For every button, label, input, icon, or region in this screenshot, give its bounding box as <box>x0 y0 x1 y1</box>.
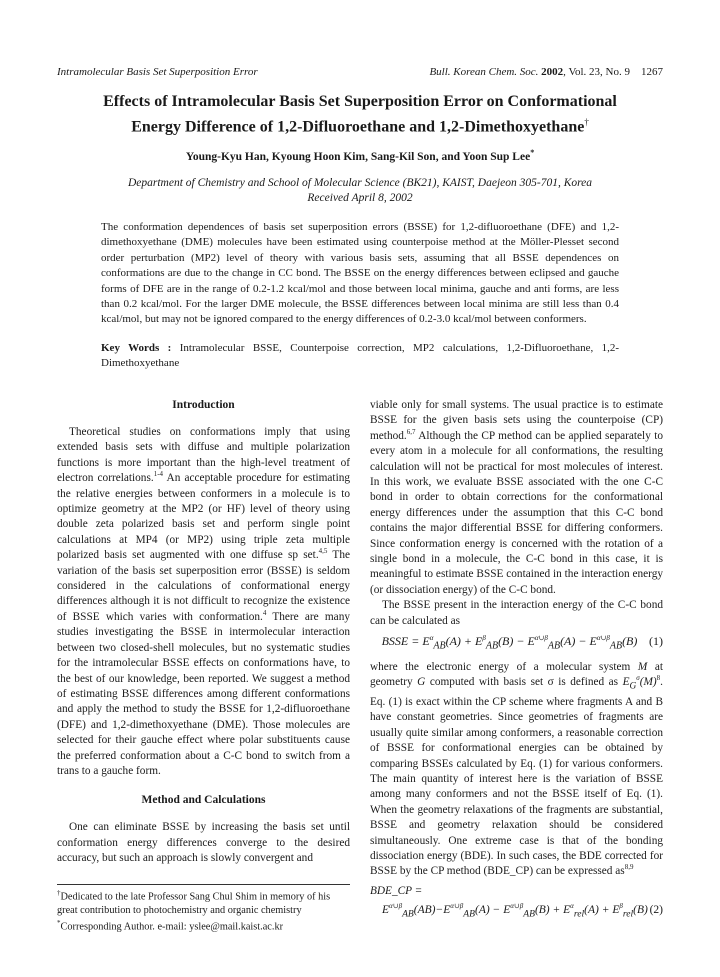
affiliation <box>40 176 680 206</box>
paper-title <box>40 92 680 137</box>
citation-ref: 4 <box>262 609 267 618</box>
citation-ref: 8 <box>656 674 661 683</box>
definition-paragraph: where the electronic energy of a molecular system M at geometry G computed with basis set σ is defined as $E_G^\sigma(M)^8$. Eq. (1) is exact within the CP scheme where fragments A and B have constant geometries. Since geometries of fragments are usually quite similar among conformers, a reasonable correction of BSSE for conformational energies can be obtained by comparing BSSEs calculated by Eq. (1) for various conformers. The main quantity of interest here is the variation of BSSE among many conformers and not the BSSE itself of Eq. (1). When the geometry relaxations of the fragments are substantial, BSSE and geometry relaxation should be considered simultaneously. One extreme case is that of the bonding dissociation energy (BDE). In such cases, the BDE corrected for BSSE by the CP method (BDE_CP) can be expressed as$^{8,9}$ <box>370 660 663 878</box>
footnote-mark: * <box>57 919 61 928</box>
footnotes <box>57 887 350 934</box>
footnote-dedication-text: Dedicated to the late Professor Sang Chul Shim in memory of his great contribution to photochemistry and organic chemistry <box>57 891 331 916</box>
page-number: 1267 <box>641 66 663 78</box>
citation-ref: 4,5 <box>318 547 328 556</box>
cp-paragraph <box>370 398 663 598</box>
title-line-2 <box>40 112 680 137</box>
footnote-dedication <box>57 887 350 917</box>
var-M: M <box>637 660 648 673</box>
heading-methods: Method and Calculations <box>141 794 266 807</box>
affiliation-dept: Department of Chemistry and School of Molecular Science (BK21), KAIST, Daejeon 305-701, Korea <box>127 177 593 189</box>
intro-text-b: An acceptable procedure for estimating the relative energies between conformers in a molecule is to optimize geometry at the MP2 (or HF) level of theory using double zeta polarized basis set and perform single point calculations at MP4 (or MP2) using triple zeta multiple polarized basis set augmented with one diffuse sp set. <box>57 472 351 562</box>
footnote-mark: † <box>57 889 61 897</box>
journal-name: Bull. Korean Chem. Soc. <box>429 66 539 78</box>
running-head-title: Intramolecular Basis Set Superposition Error <box>57 66 258 78</box>
running-head <box>57 66 663 78</box>
bsse-intro-paragraph: The BSSE present in the interaction energy of the C-C bond can be calculated as <box>370 599 663 627</box>
footnote-corresponding <box>57 917 350 934</box>
def-text-d: . Eq. (1) is exact within the CP scheme where fragments A and B have constant geometries. Since geometries of fragments are usually quite similar among conformers, a reasonable correction of BSSE for conformational energies can be obtained by comparing BSSEs calculated by Eq. (1) for various conformers. The main quantity of interest here is the variation of BSSE among many conformers and not the BSSE itself of Eq. (1). When the geometry relaxations of the fragments are substantial, BSSE and geometry relaxation should be considered simultaneously. One extreme case is that of the bonding dissociation energy (BDE). In such cases, the BDE corrected for BSSE by the CP method (BDE_CP) can be expressed as <box>370 676 663 878</box>
abstract: The conformation dependences of basis set superposition errors (BSSE) for 1,2-difluoroethane (DFE) and 1,2-dimethoxyethane (DME) molecules have been estimated using counterpoise method at the Möller-Plesset second order perturbation (MP2) level of theory with various basis sets, assuming that all BSSE dependences on conformations are due to the change in CC bond. The BSSE on the energy differences between eclipsed and gauche forms of DFE are in the range of 0.2-1.2 kcal/mol and those between local minima, gauche and anti forms, are less than 0.2 kcal/mol. For the larger DME molecule, the BSSE differences between local minima are still less than 0.4 kcal/mol, but may not be ignored compared to the energy differences of 0.2-3.0 kcal/mol between conformers. <box>101 221 619 326</box>
intro-text-a: Theoretical studies on conformations imply that using extended basis sets with diffuse and multiple polarization functions is more important than the high-level treatment of electron correlations. <box>57 426 350 485</box>
right-column <box>370 398 663 922</box>
cp-text-b: Although the CP method can be applied separately to every atom in a molecule for all conformations, the resulting calculation will not be practical for most molecules of interest. In this work, we evaluate BSSE associated with the one C-C bond in order to obtain corrections for the conformational energy differences under the assumption that this C-C bond contains the major differential BSSE for differing conformers. Since conformation energy is concerned with the rotation of a single bond in a molecule, the C-C bond in this case, it is meaningful to estimate BSSE contained in the interaction energy (or dissociation energy) of the C-C bond. <box>370 429 663 596</box>
citation-ref: 6,7 <box>406 428 416 437</box>
keywords <box>101 341 619 372</box>
equation-1-number: (1) <box>649 634 663 649</box>
running-head-citation <box>429 66 663 78</box>
received-date: Received April 8, 2002 <box>307 192 413 204</box>
journal-volume: , Vol. 23, No. 9 <box>563 66 630 78</box>
equation-1: BSSE = $E^\alpha_{AB}(A) + E^\beta_{AB}(B) - E^{\alpha\cup\beta}_{AB}(A) - E^{\alpha\cup\beta}_{AB}(B)$ (1) <box>381 634 663 652</box>
title-line-1: Effects of Intramolecular Basis Set Superposition Error on Conformational <box>103 93 617 110</box>
equation-2-number: (2) <box>649 904 663 917</box>
author-list <box>40 148 680 163</box>
def-text-b: at geometry <box>370 660 663 689</box>
journal-year: 2002 <box>541 66 564 78</box>
left-column <box>57 398 350 867</box>
def-text-a: where the electronic energy of a molecular system <box>370 660 638 673</box>
methods-paragraph: One can eliminate BSSE by increasing the basis set until conformation energy differences converge to the desired accuracy, but such an approach is slowly convergent and <box>57 821 350 865</box>
var-G: G <box>417 676 426 689</box>
citation-ref: 1-4 <box>153 470 164 479</box>
equation-2: $E^{\alpha\cup\beta}_{AB}(AB)-E^{\alpha\cup\beta}_{AB}(A) - E^{\alpha\cup\beta}_{AB}(B) + E^\alpha_{rel}(A) + E^\beta_{rel}(B)$ (2) <box>382 902 663 920</box>
title-dagger: † <box>584 117 589 127</box>
intro-paragraph <box>57 425 350 779</box>
cp-text-a: viable only for small systems. The usual practice is to estimate BSSE for the given basis sets using the counterpoise (CP) method. <box>370 399 663 442</box>
heading-introduction: Introduction <box>172 399 235 411</box>
equation-2-label: BDE_CP = <box>370 884 423 897</box>
corresponding-mark: * <box>530 148 535 157</box>
intro-text-c: The variation of the basis set superposition error (BSSE) is seldom considered in the calculations of conformational energy differences although it is not difficult to recognize the existence of BSSE which varies with conformation. <box>57 549 350 623</box>
footnote-divider <box>57 884 350 885</box>
title-line-2-text: Energy Difference of 1,2-Difluoroethane and 1,2-Dimethoxyethane <box>131 118 585 136</box>
keywords-text: Intramolecular BSSE, Counterpoise correction, MP2 calculations, 1,2-Difluoroethane, 1,2-Dimethoxyethane <box>101 342 620 370</box>
citation-ref: 8,9 <box>624 863 634 872</box>
authors-text: Young-Kyu Han, Kyoung Hoon Kim, Sang-Kil Son, and Yoon Sup Lee <box>185 150 531 163</box>
footnote-corresponding-text: Corresponding Author. e-mail: yslee@mail.kaist.ac.kr <box>60 921 284 933</box>
intro-text-d: There are many studies investigating the BSSE in intermolecular interaction between two closed-shell molecules, but no systematic studies for the intramolecular BSSE effects on conformations have, to the best of our knowledge, been reported. We suggest a method of estimating BSSE differences among different conformations and apply the method to study the BSSE for 1,2-difluoroethane (DFE) and 1,2-dimethoxyethane (DME). Those molecules are selected for their gauche effect where polar substituents cause the preferred conformation about a C-C bond to switch from a trans to a gauche form. <box>57 610 350 777</box>
def-text-c: computed with basis set σ is defined as <box>425 676 623 689</box>
keywords-label: Key Words : <box>101 342 172 354</box>
